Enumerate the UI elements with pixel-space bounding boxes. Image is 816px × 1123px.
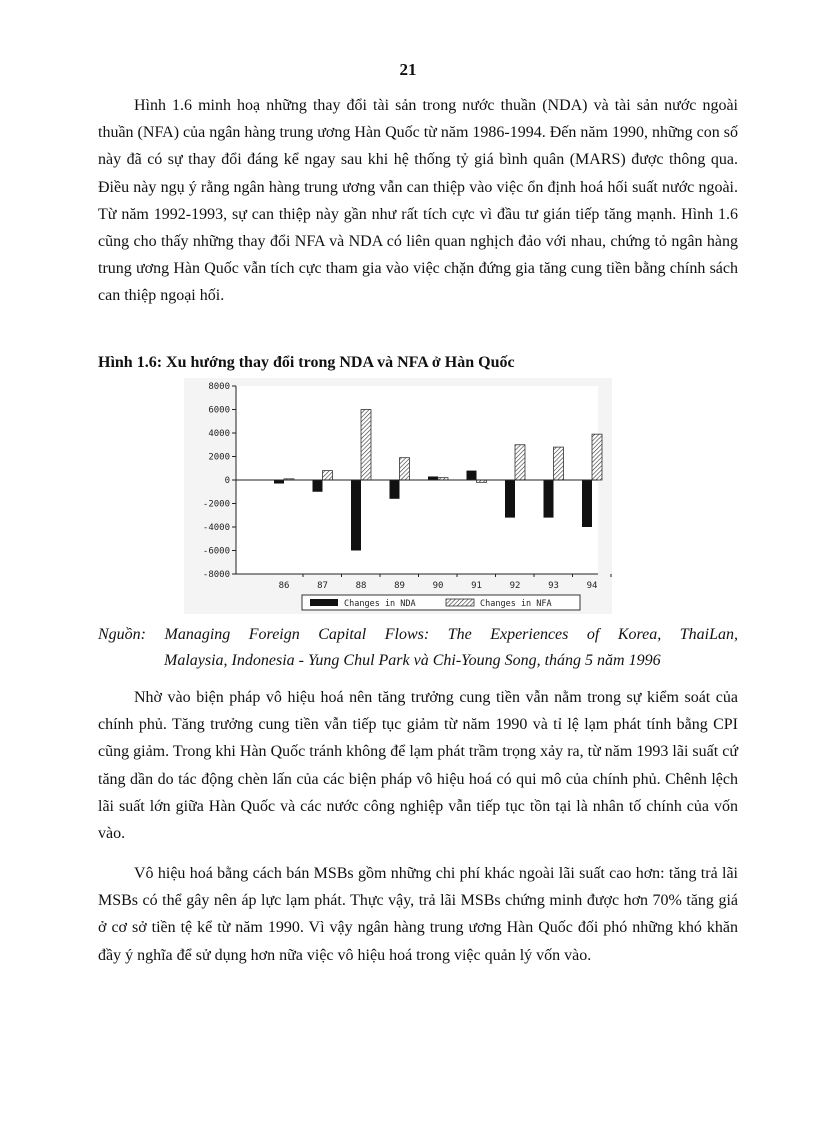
- page-number: 21: [399, 60, 417, 79]
- legend-swatch-nfa: [446, 599, 474, 606]
- x-tick-label: 93: [548, 581, 559, 591]
- bar-nda-90: [428, 476, 438, 480]
- y-tick-label: 2000: [208, 452, 230, 463]
- x-tick-label: 88: [355, 581, 367, 591]
- bar-nfa-92: [515, 445, 525, 480]
- legend: [302, 595, 580, 610]
- bar-nda-91: [467, 471, 477, 480]
- chart-container: [184, 378, 612, 614]
- bar-nda-86: [274, 480, 284, 484]
- legend-label-nfa: Changes in NFA: [480, 599, 552, 609]
- y-tick-label: -4000: [202, 523, 230, 533]
- bar-nda-92: [505, 480, 515, 518]
- y-tick-label: 4000: [208, 429, 230, 439]
- bar-nfa-89: [400, 458, 410, 480]
- source-line-2: Malaysia, Indonesia - Yung Chul Park và Chi-Young Song, tháng 5 năm 1996: [164, 652, 661, 669]
- y-tick-label: -8000: [202, 570, 230, 580]
- bar-chart: [184, 378, 612, 614]
- bar-nda-94: [582, 480, 592, 527]
- y-tick-label: 6000: [208, 405, 230, 416]
- y-tick-label: -6000: [202, 546, 230, 557]
- y-tick-label: 8000: [208, 382, 230, 392]
- bar-nfa-88: [361, 410, 371, 481]
- source-line-1: Nguồn: Managing Foreign Capital Flows: The Experiences of Korea, ThaiLan,: [98, 626, 738, 643]
- x-tick-label: 89: [394, 581, 405, 591]
- x-tick-label: 86: [278, 581, 290, 591]
- paragraph-2: Nhờ vào biện pháp vô hiệu hoá nên tăng trưởng cung tiền vẫn nằm trong sự kiểm soát của chính phủ. Tăng trưởng cung tiền vẫn tiếp tục giảm từ năm 1990 và tỉ lệ lạm phát tính bằng CPI cũng giảm. Trong khi Hàn Quốc tránh không để lạm phát trầm trọng xảy ra, từ năm 1993 lãi suất cứ tăng dần do tác động chèn lấn của các biện pháp vô hiệu hoá có qui mô của chính phủ. Chênh lệch lãi suất lớn giữa Hàn Quốc và các nước công nghiệp vẫn tiếp tục tồn tại là nhân tố chính của vốn vào.: [98, 689, 738, 843]
- bar-nda-88: [351, 480, 361, 551]
- paragraph-1: Hình 1.6 minh hoạ những thay đổi tài sản trong nước thuần (NDA) và tài sản nước ngoài thuần (NFA) của ngân hàng trung ương Hàn Quốc từ năm 1986-1994. Đến năm 1990, những con số này đã có sự thay đổi đáng kể ngay sau khi hệ thống tỷ giá bình quân (MARS) được thông qua. Điều này ngụ ý rằng ngân hàng trung ương vẫn can thiệp vào việc ổn định hoá hối suất nước ngoài. Từ năm 1992-1993, sự can thiệp này gần như rất tích cực vì đầu tư gián tiếp tăng mạnh. Hình 1.6 cũng cho thấy những thay đổi NFA và NDA có liên quan nghịch đảo với nhau, chứng tỏ ngân hàng trung ương Hàn Quốc vẫn tích cực tham gia vào việc chặn đứng gia tăng cung tiền bằng chính sách can thiệp ngoại hối.: [98, 97, 738, 305]
- y-tick-label: 0: [224, 476, 230, 486]
- x-tick-label: 92: [509, 581, 521, 591]
- legend-label-nda: Changes in NDA: [344, 599, 416, 609]
- figure-title: Hình 1.6: Xu hướng thay đổi trong NDA và NFA ở Hàn Quốc: [98, 354, 515, 371]
- y-tick-label: -2000: [202, 499, 230, 510]
- x-tick-label: 91: [471, 581, 482, 591]
- legend-swatch-nda: [310, 599, 338, 606]
- bar-nda-87: [313, 480, 323, 492]
- figure-source: [98, 622, 738, 674]
- bar-nfa-87: [323, 471, 333, 480]
- x-tick-label: 94: [586, 581, 598, 591]
- bar-nfa-94: [592, 434, 602, 480]
- bar-nda-93: [544, 480, 554, 518]
- bar-nda-89: [390, 480, 400, 499]
- x-tick-label: 90: [432, 581, 444, 591]
- paragraph-3: Vô hiệu hoá bằng cách bán MSBs gồm những chi phí khác ngoài lãi suất cao hơn: tăng trả lãi MSBs có thể gây nên áp lực lạm phát. Thực vậy, trả lãi MSBs chứng minh được hơn 70% tăng giá ở cơ sở tiền tệ kể từ năm 1990. Vì vậy ngân hàng trung ương Hàn Quốc đối phó những khó khăn đầy ý nghĩa để sử dụng hơn nữa việc vô hiệu hoá trong việc quản lý vốn vào.: [98, 865, 738, 964]
- x-tick-label: 87: [317, 581, 328, 591]
- bar-nfa-93: [554, 447, 564, 480]
